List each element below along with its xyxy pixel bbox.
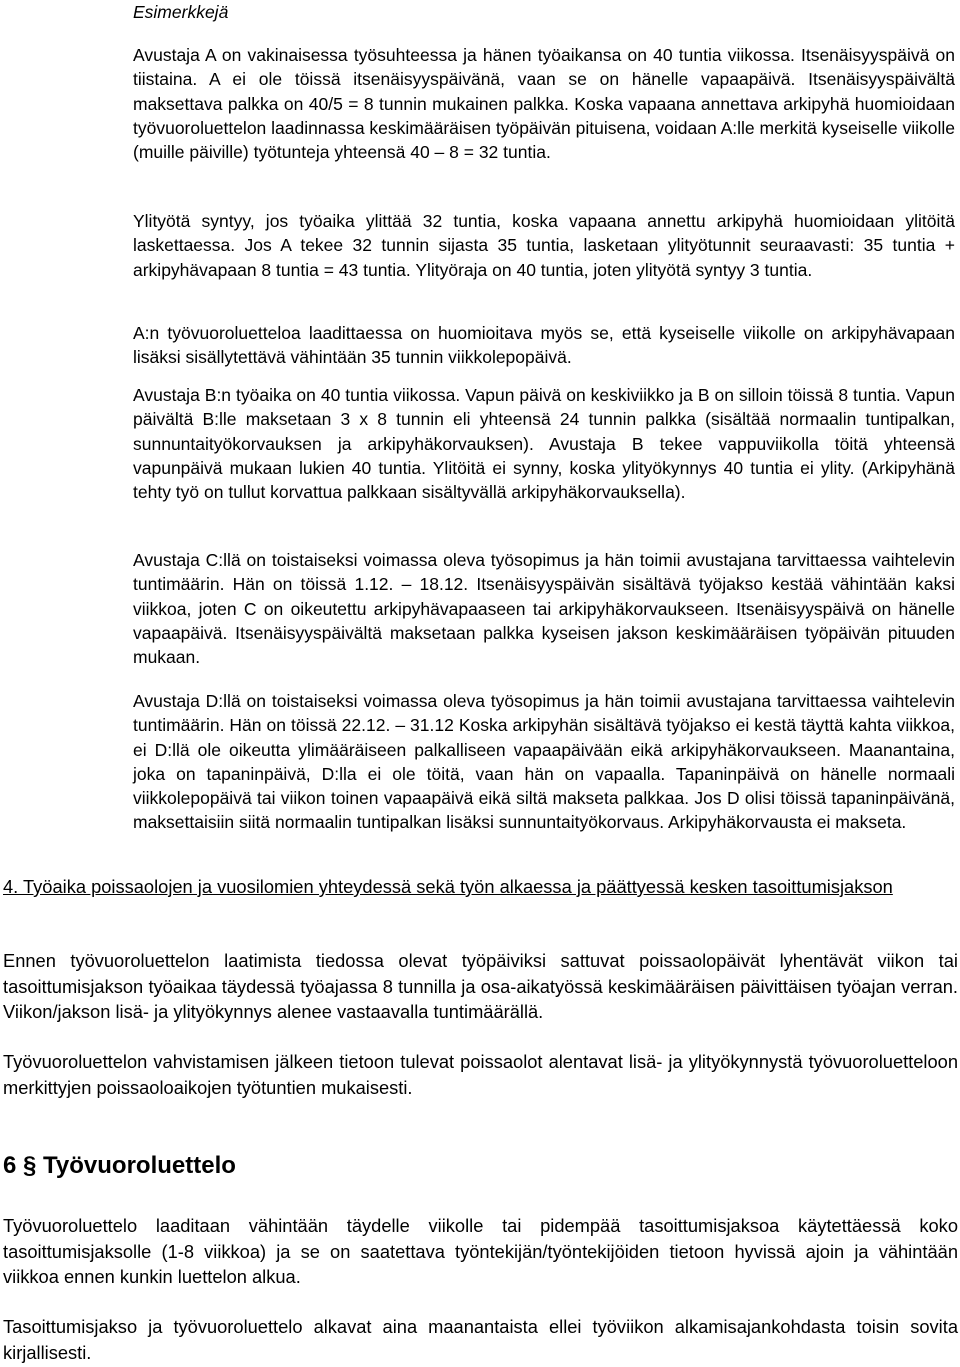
- example-a-paragraph-2: Ylityötä syntyy, jos työaika ylittää 32 tuntia, koska vapaana annettu arkipyhä huomioidaan ylitöitä laskettaessa. Jos A tekee 32 tunnin sijasta 35 tuntia, lasketaan ylityötunnit seuraavasti: 35 tuntia + arkipyhävapaan 8 tuntia = 43 tuntia. Ylityöraja on 40 tuntia, joten ylityötä syntyy 3 tuntia.: [133, 211, 955, 280]
- example-d-paragraph: Avustaja D:llä on toistaiseksi voimassa oleva työsopimus ja hän toimii avustajana tarvittaessa vaihtelevin tuntimäärin. Hän on töissä 22.12. – 31.12 Koska arkipyhän sisältävä työjakso ei kestä täyttä kahta viikkoa, ei D:llä ole oikeutta ylimääräiseen palkalliseen vapaapäivään eikä arkipyhäkorvaukseen. Maanantaina, joka on tapaninpäivä, D:lla ei ole töitä, vaan hän on vapaalla. Tapaninpäivä on hänelle normaali viikkolepopäivä tai viikon toinen vapaapäivä eikä siltä makseta palkkaa. Jos D olisi töissä tapaninpäivänä, maksettaisiin siitä normaalin tuntipalkan lisäksi sunnuntaityökorvaus. Arkipyhäkorvausta ei makseta.: [133, 691, 955, 833]
- example-b-paragraph: Avustaja B:n työaika on 40 tuntia viikossa. Vapun päivä on keskiviikko ja B on silloin töissä 8 tuntia. Vapun päivältä B:lle maksetaan 3 x 8 tunnin eli yhteensä 24 tunnin palkka (sisältää normaalin tuntipalkan, sunnuntaityökorvauksen ja arkipyhäkorvauksen). Avustaja B tekee vappuviikolla töitä yhteensä vapunpäivä mukaan lukien 40 tuntia. Ylitöitä ei synny, koska ylityökynnys 40 tuntia ei ylity. (Arkipyhänä tehty työ on tullut korvattua palkkaan sisältyvällä arkipyhäkorvauksella).: [133, 385, 955, 503]
- example-c-paragraph: Avustaja C:llä on toistaiseksi voimassa oleva työsopimus ja hän toimii avustajana tarvittaessa vaihtelevin tuntimäärin. Hän on töissä 1.12. – 18.12. Itsenäisyyspäivän sisältävä työjakso kestää vähintään kaksi viikkoa, joten C on oikeutettu arkipyhävapaaseen tai arkipyhäkorvaukseen. Itsenäisyyspäivä on hänelle vapaapäivä. Itsenäisyyspäivältä maksetaan palkka kyseisen jakson keskimääräisen työpäivän pituuden mukaan.: [133, 550, 955, 668]
- section-4-heading: 4. Työaika poissaolojen ja vuosilomien yhteydessä sekä työn alkaessa ja päättyessä kesken tasoittumisjakson: [3, 876, 893, 897]
- section-4-paragraph-1: Ennen työvuoroluettelon laatimista tiedossa olevat työpäiviksi sattuvat poissaolopäivät lyhentävät viikon tai tasoittumisjakson työaikaa täydessä työajassa 8 tunnilla ja osa-aikatyössä keskimääräisen päivittäisen työajan verran. Viikon/jakson lisä- ja ylityökynnys alenee vastaavalla tuntimäärällä.: [3, 950, 958, 1022]
- section-6-paragraph-2: Tasoittumisjakso ja työvuoroluettelo alkavat aina maanantaista ellei työviikon alkamisajankohdasta toisin sovita kirjallisesti.: [3, 1316, 958, 1363]
- example-a-paragraph-3: A:n työvuoroluetteloa laadittaessa on huomioitava myös se, että kyseiselle viikolle on arkipyhävapaan lisäksi sisällytettävä vähintään 35 tunnin viikkolepopäivä.: [133, 323, 955, 368]
- section-6-paragraph-1: Työvuoroluettelo laaditaan vähintään täydelle viikolle tai pidempää tasoittumisjaksoa käytettäessä koko tasoittumisjaksolle (1-8 viikkoa) ja se on saatettava työntekijän/työntekijöiden tietoon hyvissä ajoin ja vähintään viikkoa ennen kunkin luettelon alkua.: [3, 1215, 958, 1287]
- examples-heading: Esimerkkejä: [133, 2, 229, 22]
- example-a-paragraph-1: Avustaja A on vakinaisessa työsuhteessa ja hänen työaikansa on 40 tuntia viikossa. Itsenäisyyspäivä on tiistaina. A ei ole töissä itsenäisyyspäivänä, vaan se on hänelle vapaapäivä. Itsenäisyyspäivältä maksettava palkka on 40/5 = 8 tunnin mukainen palkka. Koska vapaana annettava arkipyhä huomioidaan työvuoroluettelon laadinnassa keskimääräisen työpäivän pituisena, voidaan A:lle merkitä kyseiselle viikolle (muille päiville) työtunteja yhteensä 40 – 8 = 32 tuntia.: [133, 45, 955, 163]
- section-4-paragraph-2: Työvuoroluettelon vahvistamisen jälkeen tietoon tulevat poissaolot alentavat lisä- ja ylityökynnystä työvuoroluetteloon merkittyjen poissaoloaikojen työtuntien mukaisesti.: [3, 1051, 958, 1098]
- section-6-heading: 6 § Työvuoroluettelo: [3, 1152, 236, 1179]
